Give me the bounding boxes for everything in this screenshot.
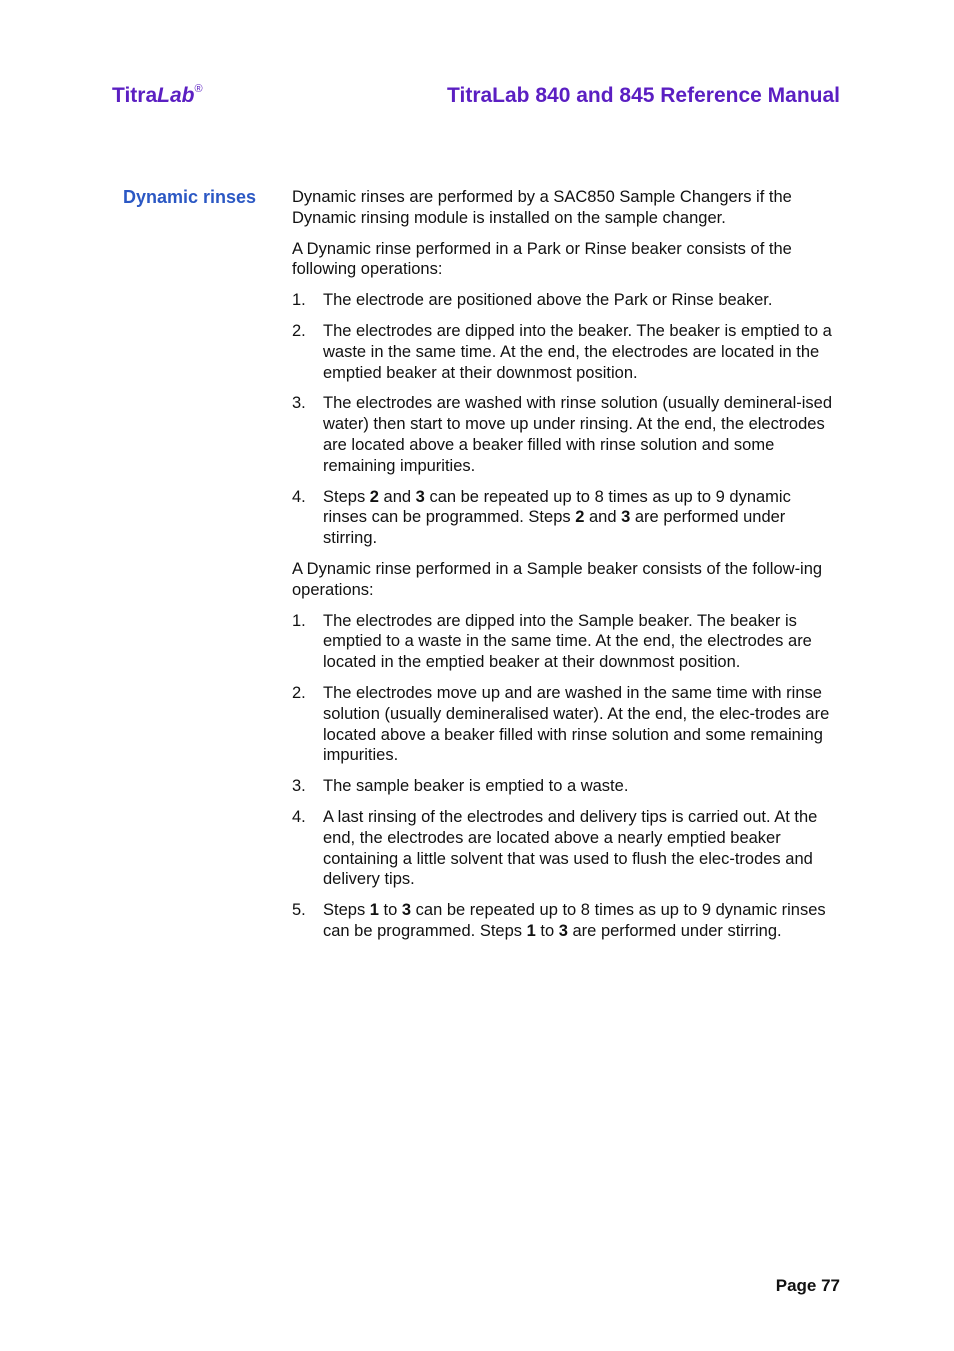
step-text: The electrodes are dipped into the Sample beaker. The beaker is emptied to a waste in the same time. At the end, the electrodes are located in the emptied beaker at their downmost position. (323, 611, 812, 672)
registered-mark: ® (194, 83, 203, 95)
intro-paragraph: Dynamic rinses are performed by a SAC850 Sample Changers if the Dynamic rinsing module is installed on the sample changer. (292, 188, 792, 227)
step-text: The electrodes are washed with rinse solution (usually demineral-ised water) then start to move up under rinsing. At the end, the electrodes are located above a beaker filled with rinse solution and some remaining impurities. (323, 394, 833, 475)
step-text: The sample beaker is emptied to a waste. (323, 777, 629, 796)
step-text: Steps 1 to 3 can be repeated up to 8 times as up to 9 dynamic rinses can be programmed. Steps 1 to 3 are performed under stirring. (323, 901, 826, 940)
list-item (292, 393, 838, 476)
step-text: A last rinsing of the electrodes and delivery tips is carried out. At the end, the electrodes are located above a nearly emptied beaker containing a little solvent that was used to flush the elec-trodes and delivery tips. (323, 807, 818, 889)
sample-intro-paragraph: A Dynamic rinse performed in a Sample beaker consists of the follow-ing operations: (292, 559, 823, 599)
step-number: 4. (292, 487, 306, 506)
park-intro-paragraph: A Dynamic rinse performed in a Park or Rinse beaker consists of the following operations: (292, 239, 792, 279)
section-heading: Dynamic rinses (123, 187, 257, 207)
step-number: 4. (292, 807, 306, 826)
sample-steps-list (292, 611, 838, 942)
step-number: 3. (292, 777, 306, 796)
manual-title: TitraLab 840 and 845 Reference Manual (447, 84, 840, 107)
brand-logo (112, 84, 203, 108)
brand-prefix: Titra (112, 84, 158, 107)
step-number: 2. (292, 321, 306, 340)
step-text: Steps 2 and 3 can be repeated up to 8 times as up to 9 dynamic rinses can be programmed. Steps 2 and 3 are performed under stirring. (323, 487, 791, 548)
list-item (292, 776, 838, 797)
page-number: Page 77 (775, 1276, 840, 1295)
list-item (292, 807, 838, 890)
list-item (292, 321, 838, 383)
step-number: 3. (292, 394, 306, 413)
step-text: The electrode are positioned above the Park or Rinse beaker. (323, 291, 773, 310)
list-item (292, 900, 838, 942)
step-number: 5. (292, 901, 306, 920)
list-item (292, 683, 838, 766)
list-item (292, 290, 838, 311)
step-number: 1. (292, 611, 306, 630)
list-item (292, 487, 838, 549)
section-body (292, 187, 838, 952)
step-text: The electrodes move up and are washed in the same time with rinse solution (usually demineralised water). At the end, the elec-trodes are located above a beaker filled with rinse solution and some remaining impurities. (323, 683, 830, 765)
list-item (292, 611, 838, 673)
brand-suffix: Lab (157, 84, 195, 107)
step-number: 2. (292, 683, 306, 702)
step-text: The electrodes are dipped into the beaker. The beaker is emptied to a waste in the same time. At the end, the electrodes are located in the emptied beaker at their downmost position. (323, 321, 832, 382)
step-number: 1. (292, 291, 306, 310)
park-steps-list (292, 290, 838, 549)
